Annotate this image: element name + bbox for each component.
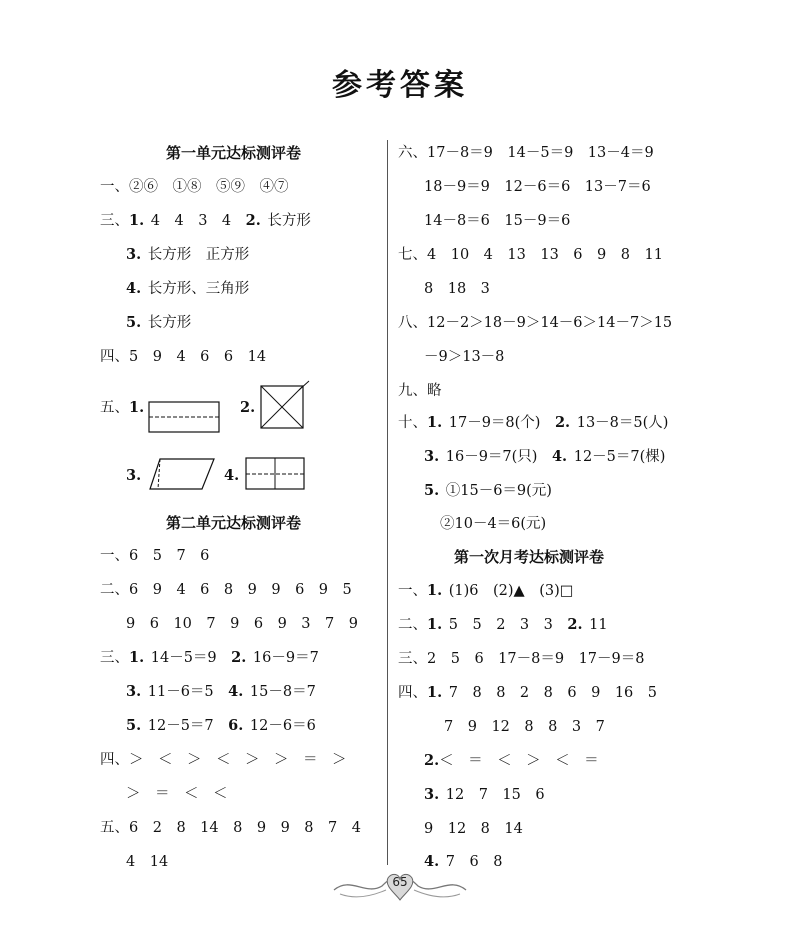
- q5-4-num: 4.: [224, 467, 240, 484]
- q10-4-text: 12－5＝7(棵): [567, 449, 666, 465]
- q10-line1: [398, 413, 668, 433]
- parallelogram-figure: [148, 456, 216, 492]
- monthly-q4-line3: [424, 751, 599, 771]
- q3-5-num: 5.: [126, 314, 142, 331]
- q3-2-num: 2.: [231, 649, 247, 666]
- monthly-q3: 三、2 5 6 17－8＝9 17－9＝8: [398, 651, 645, 667]
- q4-prefix: 四、: [398, 685, 427, 701]
- unit1-q5-label2: [240, 398, 255, 418]
- q4-2-num: 2.: [424, 752, 440, 769]
- unit2-q4-b: ＞ ＝ ＜ ＜: [126, 786, 228, 802]
- unit1-q3-line1: [100, 211, 311, 231]
- q10-line3: [424, 481, 552, 501]
- q3-5-text: 长方形: [141, 315, 192, 331]
- q10-2-num: 2.: [554, 414, 571, 431]
- q3-prefix: 三、: [100, 650, 129, 666]
- q7-a: 七、4 10 4 13 13 6 9 8 11: [398, 247, 663, 263]
- q9: 九、略: [398, 383, 442, 399]
- q3-4-num: 4.: [228, 683, 244, 700]
- q3-2-text: 16－9＝7: [246, 650, 319, 666]
- unit2-q4-a: 四、＞ ＜ ＞ ＜ ＞ ＞ ＝ ＞: [100, 752, 347, 768]
- square-with-diagonals-figure: [257, 380, 311, 434]
- q3-1-num: 1.: [129, 212, 145, 229]
- q5-3-num: 3.: [126, 467, 142, 484]
- q6-b: 18－9＝9 12－6＝6 13－7＝6: [424, 179, 651, 195]
- monthly-q2: [398, 615, 608, 635]
- monthly-heading: 第一次月考达标测评卷: [454, 548, 605, 566]
- monthly-q1: [398, 581, 573, 601]
- q5-1-num: 1.: [129, 399, 145, 416]
- q1-text: (1)6 (2)▲ (3)□: [442, 583, 574, 599]
- q2-1-text: 5 5 2 3 3: [442, 617, 568, 633]
- page-title: 参考答案: [332, 68, 468, 103]
- q7-b: 8 18 3: [424, 281, 490, 297]
- q10-line4: ②10－4＝6(元): [440, 516, 547, 532]
- q10-1-text: 17－9＝8(个): [442, 415, 555, 431]
- q10-5-num: 5.: [424, 482, 440, 499]
- unit2-heading: 第二单元达标测评卷: [166, 514, 302, 532]
- unit2-q5-a: 五、6 2 8 14 8 9 9 8 7 4: [100, 820, 361, 836]
- unit1-q5-label4: [224, 466, 239, 486]
- q3-1-text: 14－5＝9: [144, 650, 232, 666]
- q4-4-text: 7 6 8: [439, 854, 503, 870]
- q3-4-num: 4.: [126, 280, 142, 297]
- q2-2-text: 11: [582, 617, 608, 633]
- q3-1-num: 1.: [129, 649, 145, 666]
- q4-3-num: 3.: [424, 786, 440, 803]
- q3-1-text: 4 4 3 4: [144, 213, 246, 229]
- unit2-q1: 一、6 5 7 6: [100, 548, 210, 564]
- q2-2-num: 2.: [567, 616, 583, 633]
- q10-2-text: 13－8＝5(人): [570, 415, 669, 431]
- q6-a: 六、17－8＝9 14－5＝9 13－4＝9: [398, 145, 654, 161]
- q8-a: 八、12－2＞18－9＞14－6＞14－7＞15: [398, 315, 673, 331]
- q3-2-text: 长方形: [260, 213, 311, 229]
- q2-1-num: 1.: [427, 616, 443, 633]
- q3-4-text: 长方形、三角形: [141, 281, 250, 297]
- q2-prefix: 二、: [398, 617, 427, 633]
- unit2-q3-line3: [126, 716, 316, 736]
- unit1-heading: 第一单元达标测评卷: [166, 144, 302, 162]
- monthly-q4-line2: 7 9 12 8 8 3 7: [444, 719, 605, 735]
- q1-num: 1.: [427, 582, 443, 599]
- monthly-q4-line5: 9 12 8 14: [424, 821, 523, 837]
- unit2-q2-b: 9 6 10 7 9 6 9 3 7 9: [126, 616, 358, 632]
- column-divider: [387, 140, 388, 865]
- q3-prefix: 三、: [100, 213, 129, 229]
- unit2-q3-line2: [126, 682, 316, 702]
- q1-prefix: 一、: [398, 583, 427, 599]
- rectangle-dashed-figure: [148, 400, 222, 434]
- q3-5-text: 12－5＝7: [141, 718, 229, 734]
- q6-c: 14－8＝6 15－9＝6: [424, 213, 571, 229]
- q10-line2: [424, 447, 665, 467]
- unit1-q3-line4: [126, 279, 249, 299]
- q4-4-num: 4.: [424, 853, 440, 870]
- unit1-q3-line3: [126, 245, 249, 265]
- q10-1-num: 1.: [427, 414, 443, 431]
- q3-6-text: 12－6＝6: [243, 718, 316, 734]
- q3-5-num: 5.: [126, 717, 142, 734]
- q3-2-num: 2.: [245, 212, 261, 229]
- q10-3-text: 16－9＝7(只): [439, 449, 552, 465]
- q3-3-num: 3.: [126, 246, 142, 263]
- q5-prefix: 五、: [100, 400, 129, 416]
- unit1-q3-line5: [126, 313, 191, 333]
- unit1-q1: 一、②⑥ ①⑧ ⑤⑨ ④⑦: [100, 179, 289, 195]
- rectangle-cross-figure: [245, 456, 307, 492]
- q3-6-num: 6.: [228, 717, 244, 734]
- q3-3-text: 长方形 正方形: [141, 247, 250, 263]
- q3-3-num: 3.: [126, 683, 142, 700]
- unit1-q5-label1: [100, 398, 144, 418]
- q4-1-text: 7 8 8 2 8 6 9 16 5: [442, 685, 658, 701]
- q10-5-text: ①15－6＝9(元): [439, 483, 552, 499]
- q10-prefix: 十、: [398, 415, 427, 431]
- monthly-q4-line4: [424, 785, 545, 805]
- q4-2-text: ＜ ＝ ＜ ＞ ＜ ＝: [439, 753, 599, 769]
- q8-b: －9＞13－8: [424, 349, 505, 365]
- page-footer: [330, 866, 470, 906]
- q4-3-text: 12 7 15 6: [439, 787, 545, 803]
- page-number: 65: [392, 875, 408, 889]
- unit2-q3-line1: [100, 648, 319, 668]
- unit2-q5-b: 4 14: [126, 854, 169, 870]
- q4-1-num: 1.: [427, 684, 443, 701]
- monthly-q4-line1: [398, 683, 657, 703]
- q10-3-num: 3.: [424, 448, 440, 465]
- q3-4-text: 15－8＝7: [243, 684, 316, 700]
- q5-2-num: 2.: [240, 399, 256, 416]
- unit1-q5-label3: [126, 466, 141, 486]
- q10-4-num: 4.: [551, 448, 568, 465]
- q3-3-text: 11－6＝5: [141, 684, 229, 700]
- unit1-q4: 四、5 9 4 6 6 14: [100, 349, 267, 365]
- unit2-q2-a: 二、6 9 4 6 8 9 9 6 9 5: [100, 582, 352, 598]
